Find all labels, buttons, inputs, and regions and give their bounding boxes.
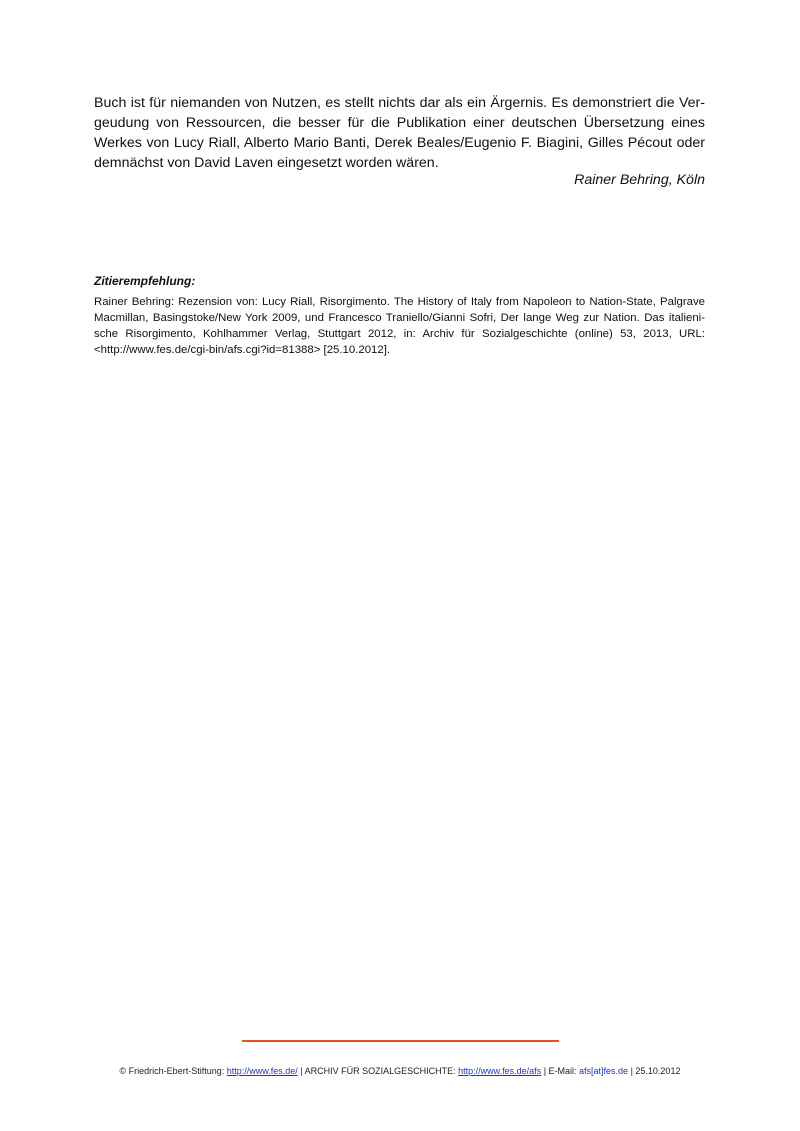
citation-heading: Zitierempfehlung: xyxy=(94,274,196,288)
footer-divider xyxy=(242,1040,559,1042)
footer-email: afs[at]fes.de xyxy=(579,1066,629,1076)
footer-separator: | ARCHIV FÜR SOZIALGESCHICHTE: xyxy=(297,1066,459,1076)
fes-link[interactable]: http://www.fes.de/ xyxy=(226,1066,298,1076)
review-closing-paragraph: Buch ist für niemanden von Nutzen, es stellt nichts dar als ein Ärgernis. Es demonstriert die Vergeudung von Ressourcen, die besser für die Publikation einer deutschen Übersetzung eines Werkes von Lucy Riall, Alberto Mario Banti, Derek Beales/Eugenio F. Biagini, Gilles Pécout oder demnächst von David Laven eingesetzt worden wären. xyxy=(94,95,705,171)
footer-separator: | xyxy=(628,1066,636,1076)
footer-date: 25.10.2012 xyxy=(635,1066,681,1076)
footer-copyright: © Friedrich-Ebert-Stiftung: xyxy=(119,1066,227,1076)
page-footer xyxy=(0,1066,800,1076)
reviewer-signature: Rainer Behring, Köln xyxy=(574,172,705,188)
footer-separator: | E-Mail: xyxy=(541,1066,580,1076)
afs-link[interactable]: http://www.fes.de/afs xyxy=(458,1066,542,1076)
citation-text: Rainer Behring: Rezension von: Lucy Riall, Risorgimento. The History of Italy from Napoleon to Nation-State, Palgrave Macmillan, Basingstoke/New York 2009, und Francesco Traniello/Gianni Sofri, Der lange Weg zur Nation. Das italienische Risorgimento, Kohlhammer Verlag, Stuttgart 2012, in: Archiv für Sozialgeschichte (online) 53, 2013, URL: <http://www.fes.de/cgi-bin/afs.cgi?id=81388> [25.10.2012]. xyxy=(94,296,705,356)
